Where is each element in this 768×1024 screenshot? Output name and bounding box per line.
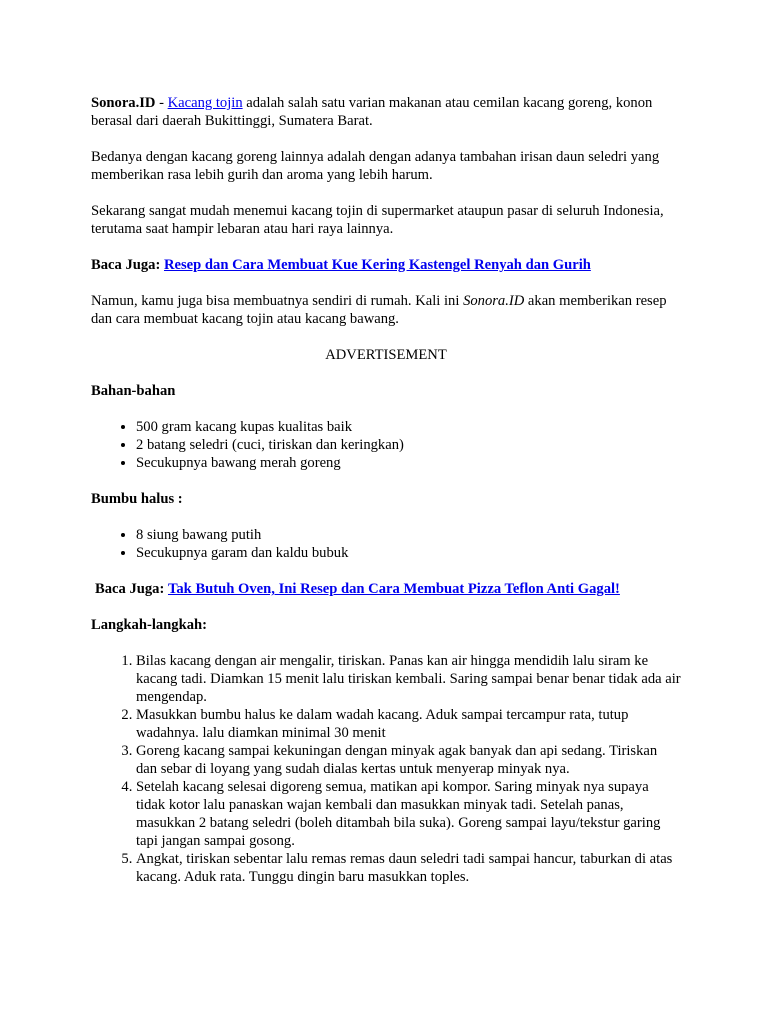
advertisement-label: ADVERTISEMENT <box>325 347 447 363</box>
step-item: 5. Angkat, tiriskan sebentar lalu remas remas daun seledri tadi sampai hancur, taburkan di atas kacang. Aduk rata. Tunggu dingin baru masukkan toples. <box>136 850 681 886</box>
paragraph-availability: Sekarang sangat mudah menemui kacang tojin di supermarket ataupun pasar di seluruh Indonesia, terutama saat hampir lebaran atau hari raya lainnya. <box>91 203 664 237</box>
bumbu-list <box>91 526 681 562</box>
kastengel-recipe-link[interactable]: Resep dan Cara Membuat Kue Kering Kastengel Renyah dan Gurih <box>163 257 591 273</box>
intro-paragraph <box>91 94 681 130</box>
langkah-heading: Langkah-langkah: <box>91 617 207 633</box>
baca-juga-pizza <box>91 580 681 598</box>
pizza-teflon-link[interactable]: Tak Butuh Oven, Ini Resep dan Cara Membuat Pizza Teflon Anti Gagal! <box>167 581 620 597</box>
step-item: 2. Masukkan bumbu halus ke dalam wadah kacang. Aduk sampai tercampur rata, tutup wadahnya. lalu diamkan minimal 30 menit <box>136 706 681 742</box>
kacang-tojin-link[interactable]: Kacang tojin <box>167 95 243 111</box>
list-item: • 500 gram kacang kupas kualitas baik <box>136 418 681 436</box>
step-item: 4. Setelah kacang selesai digoreng semua, matikan api kompor. Saring minyak nya supaya tidak kotor lalu panaskan wajan kembali dan masukkan minyak tadi. Setelah panas, masukkan 2 batang seledri (boleh ditambah bila suka). Goreng sampai layu/tekstur garing tapi jangan sampai gosong. <box>136 778 681 850</box>
list-item: • 2 batang seledri (cuci, tiriskan dan keringkan) <box>136 436 681 454</box>
document-body <box>91 94 681 886</box>
baca-juga-kastengel <box>91 256 681 274</box>
langkah-list <box>91 652 681 886</box>
para4-after: akan memberikan resep dan cara membuat kacang tojin atau kacang bawang. <box>91 293 667 327</box>
intro-text: adalah salah satu varian makanan atau cemilan kacang goreng, konon berasal dari daerah Bukittinggi, Sumatera Barat. <box>91 95 653 129</box>
step-item: 1. Bilas kacang dengan air mengalir, tiriskan. Panas kan air hingga mendidih lalu siram ke kacang tadi. Diamkan 15 menit lalu tiriskan kembali. Saring sampai benar benar tidak ada air mengendap. <box>136 652 681 706</box>
baca-juga-label: Baca Juga: <box>95 581 165 597</box>
intro-dash: - <box>155 95 168 111</box>
bahan-heading: Bahan-bahan <box>91 383 176 399</box>
list-item: • 8 siung bawang putih <box>136 526 681 544</box>
bumbu-heading: Bumbu halus : <box>91 491 183 507</box>
paragraph-difference: Bedanya dengan kacang goreng lainnya adalah dengan adanya tambahan irisan daun seledri yang memberikan rasa lebih gurih dan aroma yang lebih harum. <box>91 149 660 183</box>
list-item: • Secukupnya bawang merah goreng <box>136 454 681 472</box>
para4-before: Namun, kamu juga bisa membuatnya sendiri di rumah. Kali ini <box>91 293 464 309</box>
para4-italic-brand: Sonora.ID <box>463 293 525 309</box>
step-item: 3. Goreng kacang sampai kekuningan dengan minyak agak banyak dan api sedang. Tiriskan dan sebar di loyang yang sudah dialas kertas untuk menyerap minyak nya. <box>136 742 681 778</box>
list-item: • Secukupnya garam dan kaldu bubuk <box>136 544 681 562</box>
paragraph-make-at-home <box>91 292 681 328</box>
baca-juga-label: Baca Juga: <box>91 257 161 273</box>
bahan-list <box>91 418 681 472</box>
brand-name: Sonora.ID <box>91 95 156 111</box>
